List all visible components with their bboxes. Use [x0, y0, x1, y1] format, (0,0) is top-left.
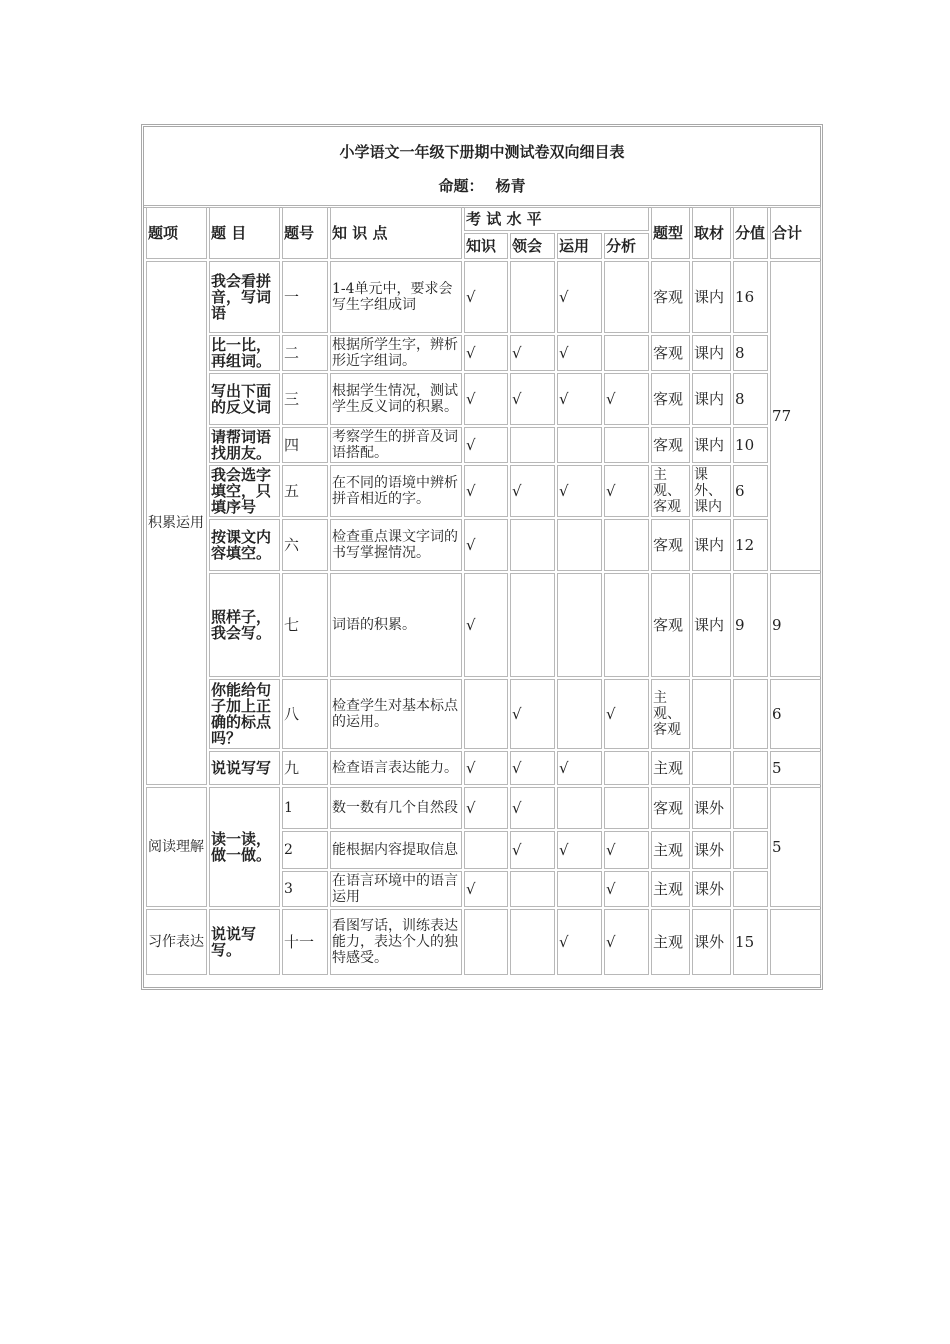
mark-cell [510, 909, 555, 975]
mark-cell [604, 335, 649, 371]
mark-cell: √ [510, 787, 555, 829]
mark-cell [510, 427, 555, 463]
topic-cell: 我会选字填空，只填序号 [209, 465, 280, 517]
topic-cell: 你能给句子加上正确的标点吗？ [209, 679, 280, 749]
number-cell: 三 [282, 373, 328, 425]
source-cell [692, 751, 731, 785]
type-cell: 主观 [651, 909, 690, 975]
score-cell: 10 [733, 427, 768, 463]
type-cell: 客观 [651, 373, 690, 425]
type-cell: 客观 [651, 261, 690, 333]
mark-cell [557, 679, 602, 749]
source-cell: 课外 [692, 871, 731, 907]
score-cell [733, 679, 768, 749]
table-row [146, 519, 821, 571]
mark-cell: √ [510, 465, 555, 517]
total-cell [770, 909, 821, 975]
mark-cell [464, 909, 508, 975]
mark-cell [604, 573, 649, 677]
group-cell: 阅读理解 [146, 787, 207, 907]
score-cell: 16 [733, 261, 768, 333]
mark-cell: √ [557, 335, 602, 371]
mark-cell: √ [464, 573, 508, 677]
author-label: 命题： [438, 177, 484, 195]
header-level-comprehension: 领会 [510, 233, 555, 259]
number-cell: 1 [282, 787, 328, 829]
score-cell: 15 [733, 909, 768, 975]
type-cell: 客观 [651, 519, 690, 571]
score-cell [733, 871, 768, 907]
type-cell: 主观、客观 [651, 679, 690, 749]
table-row [146, 373, 821, 425]
header-number: 题号 [282, 207, 328, 259]
table-row [146, 679, 821, 749]
number-cell: 四 [282, 427, 328, 463]
header-level-knowledge: 知识 [464, 233, 508, 259]
topic-cell: 说说写写。 [209, 909, 280, 975]
header-type: 题型 [651, 207, 690, 259]
topic-cell: 请帮词语找朋友。 [209, 427, 280, 463]
mark-cell: √ [604, 909, 649, 975]
knowledge-cell: 词语的积累。 [330, 573, 462, 677]
topic-cell: 说说写写 [209, 751, 280, 785]
knowledge-cell: 1-4单元中，要求会写生字组成词 [330, 261, 462, 333]
score-cell: 6 [733, 465, 768, 517]
total-cell: 77 [770, 261, 821, 571]
mark-cell [557, 573, 602, 677]
total-cell: 9 [770, 573, 821, 677]
type-cell: 客观 [651, 787, 690, 829]
mark-cell: √ [464, 373, 508, 425]
topic-cell: 写出下面的反义词 [209, 373, 280, 425]
title-block [144, 127, 820, 208]
mark-cell [510, 519, 555, 571]
topic-cell: 照样子，我会写。 [209, 573, 280, 677]
mark-cell [557, 519, 602, 571]
mark-cell [510, 871, 555, 907]
knowledge-cell: 考察学生的拼音及词语搭配。 [330, 427, 462, 463]
score-cell: 8 [733, 373, 768, 425]
knowledge-cell: 检查学生对基本标点的运用。 [330, 679, 462, 749]
mark-cell: √ [604, 679, 649, 749]
score-cell: 9 [733, 573, 768, 677]
mark-cell: √ [510, 831, 555, 869]
header-row-1 [146, 207, 821, 231]
spec-table [144, 205, 823, 977]
total-cell: 5 [770, 751, 821, 785]
header-level: 考 试 水 平 [464, 207, 649, 231]
number-cell: 五 [282, 465, 328, 517]
mark-cell: √ [557, 465, 602, 517]
number-cell: 二 [282, 335, 328, 371]
topic-cell: 按课文内容填空。 [209, 519, 280, 571]
mark-cell: √ [464, 427, 508, 463]
mark-cell [557, 871, 602, 907]
score-cell: 12 [733, 519, 768, 571]
type-cell: 主观 [651, 751, 690, 785]
total-cell: 6 [770, 679, 821, 749]
knowledge-cell: 在语言环境中的语言运用 [330, 871, 462, 907]
number-cell: 六 [282, 519, 328, 571]
mark-cell [510, 573, 555, 677]
source-cell: 课内 [692, 335, 731, 371]
document-title: 小学语文一年级下册期中测试卷双向细目表 [339, 143, 625, 161]
header-source: 取材 [692, 207, 731, 259]
mark-cell [510, 261, 555, 333]
topic-cell: 我会看拼音，写词语 [209, 261, 280, 333]
author-line [144, 175, 820, 196]
mark-cell [557, 787, 602, 829]
mark-cell: √ [464, 519, 508, 571]
header-total: 合计 [770, 207, 821, 259]
mark-cell: √ [557, 373, 602, 425]
score-cell [733, 831, 768, 869]
source-cell: 课内 [692, 519, 731, 571]
header-score: 分值 [733, 207, 768, 259]
score-cell [733, 787, 768, 829]
mark-cell: √ [464, 787, 508, 829]
type-cell: 客观 [651, 573, 690, 677]
mark-cell: √ [510, 679, 555, 749]
number-cell: 2 [282, 831, 328, 869]
score-cell: 8 [733, 335, 768, 371]
knowledge-cell: 数一数有几个自然段 [330, 787, 462, 829]
type-cell: 主观 [651, 831, 690, 869]
form-table-frame [141, 124, 823, 990]
table-row [146, 427, 821, 463]
table-row [146, 335, 821, 371]
type-cell: 客观 [651, 335, 690, 371]
source-cell: 课外 [692, 909, 731, 975]
topic-cell: 读一读，做一做。 [209, 787, 280, 907]
header-category: 题项 [146, 207, 207, 259]
source-cell [692, 679, 731, 749]
table-row [146, 261, 821, 333]
source-cell: 课内 [692, 261, 731, 333]
header-knowledge: 知 识 点 [330, 207, 462, 259]
number-cell: 九 [282, 751, 328, 785]
mark-cell: √ [464, 871, 508, 907]
mark-cell [464, 679, 508, 749]
source-cell: 课内 [692, 573, 731, 677]
source-cell: 课内 [692, 373, 731, 425]
mark-cell: √ [604, 373, 649, 425]
number-cell: 一 [282, 261, 328, 333]
group-cell: 习作表达 [146, 909, 207, 975]
score-cell [733, 751, 768, 785]
topic-cell: 比一比，再组词。 [209, 335, 280, 371]
mark-cell [604, 751, 649, 785]
mark-cell [604, 519, 649, 571]
knowledge-cell: 看图写话，训练表达能力，表达个人的独特感受。 [330, 909, 462, 975]
type-cell: 主观、客观 [651, 465, 690, 517]
table-row [146, 573, 821, 677]
knowledge-cell: 根据学生情况，测试学生反义词的积累。 [330, 373, 462, 425]
source-cell: 课外 [692, 787, 731, 829]
type-cell: 主观 [651, 871, 690, 907]
number-cell: 十一 [282, 909, 328, 975]
header-level-application: 运用 [557, 233, 602, 259]
mark-cell: √ [604, 465, 649, 517]
mark-cell: √ [464, 751, 508, 785]
mark-cell: √ [510, 751, 555, 785]
mark-cell: √ [464, 335, 508, 371]
total-cell: 5 [770, 787, 821, 907]
mark-cell [604, 261, 649, 333]
mark-cell [464, 831, 508, 869]
table-row [146, 465, 821, 517]
source-cell: 课外、课内 [692, 465, 731, 517]
source-cell: 课外 [692, 831, 731, 869]
mark-cell: √ [557, 831, 602, 869]
header-topic: 题 目 [209, 207, 280, 259]
mark-cell: √ [510, 335, 555, 371]
mark-cell: √ [604, 831, 649, 869]
table-row [146, 751, 821, 785]
type-cell: 客观 [651, 427, 690, 463]
mark-cell: √ [464, 465, 508, 517]
mark-cell [557, 427, 602, 463]
mark-cell [604, 787, 649, 829]
mark-cell: √ [557, 751, 602, 785]
author-name: 杨青 [495, 177, 526, 195]
knowledge-cell: 能根据内容提取信息 [330, 831, 462, 869]
table-row [146, 787, 821, 829]
mark-cell: √ [464, 261, 508, 333]
number-cell: 七 [282, 573, 328, 677]
mark-cell: √ [510, 373, 555, 425]
knowledge-cell: 检查语言表达能力。 [330, 751, 462, 785]
knowledge-cell: 检查重点课文字词的书写掌握情况。 [330, 519, 462, 571]
mark-cell: √ [557, 909, 602, 975]
source-cell: 课内 [692, 427, 731, 463]
table-row [146, 909, 821, 975]
number-cell: 3 [282, 871, 328, 907]
mark-cell: √ [557, 261, 602, 333]
knowledge-cell: 根据所学生字，辨析形近字组词。 [330, 335, 462, 371]
mark-cell: √ [604, 871, 649, 907]
knowledge-cell: 在不同的语境中辨析拼音相近的字。 [330, 465, 462, 517]
group-cell: 积累运用 [146, 261, 207, 785]
header-level-analysis: 分析 [604, 233, 649, 259]
number-cell: 八 [282, 679, 328, 749]
mark-cell [604, 427, 649, 463]
